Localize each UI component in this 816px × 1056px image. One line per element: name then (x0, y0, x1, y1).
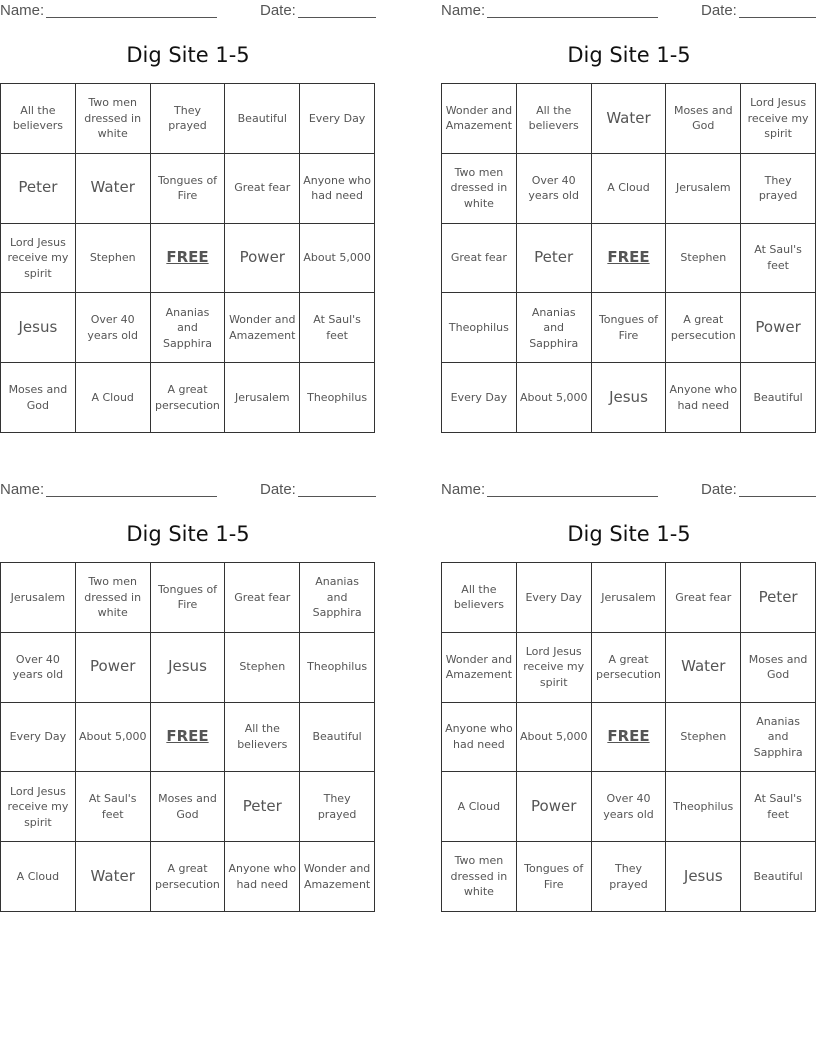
bingo-grid (441, 83, 816, 433)
bingo-cell[interactable]: All the believers (517, 84, 592, 154)
bingo-cell[interactable]: Power (225, 224, 300, 294)
card-title: Dig Site 1-5 (567, 43, 691, 67)
bingo-cell[interactable]: All the believers (442, 563, 517, 633)
name-field-line[interactable] (46, 17, 217, 18)
bingo-cell[interactable]: Lord Jesus receive my spirit (1, 224, 76, 294)
bingo-cell[interactable]: At Saul's feet (300, 293, 375, 363)
bingo-cell[interactable]: Tongues of Fire (151, 563, 226, 633)
bingo-cell[interactable]: Wonder and Amazement (442, 84, 517, 154)
bingo-cell[interactable]: Over 40 years old (517, 154, 592, 224)
bingo-cell[interactable]: Two men dressed in white (442, 154, 517, 224)
bingo-cell[interactable]: Tongues of Fire (592, 293, 667, 363)
card-title: Dig Site 1-5 (567, 522, 691, 546)
bingo-cell[interactable]: A great persecution (151, 842, 226, 912)
bingo-cell[interactable]: Every Day (1, 703, 76, 773)
bingo-cell[interactable]: A great persecution (666, 293, 741, 363)
bingo-grid (0, 83, 375, 433)
bingo-cell[interactable]: Over 40 years old (592, 772, 667, 842)
name-label: Name: (0, 2, 45, 19)
bingo-cell[interactable]: About 5,000 (300, 224, 375, 294)
bingo-cell[interactable]: Anyone who had need (300, 154, 375, 224)
card-header (441, 479, 816, 503)
name-field-line[interactable] (46, 496, 217, 497)
bingo-cell[interactable]: At Saul's feet (741, 224, 816, 294)
bingo-cell[interactable]: Theophilus (666, 772, 741, 842)
bingo-cell[interactable]: Beautiful (741, 842, 816, 912)
bingo-cell[interactable]: Water (666, 633, 741, 703)
date-field-line[interactable] (298, 17, 376, 18)
bingo-cell[interactable]: Lord Jesus receive my spirit (741, 84, 816, 154)
bingo-cell[interactable]: Water (76, 842, 151, 912)
bingo-cell[interactable]: Over 40 years old (1, 633, 76, 703)
bingo-cell[interactable]: Two men dressed in white (442, 842, 517, 912)
bingo-cell[interactable]: Beautiful (741, 363, 816, 433)
bingo-cell[interactable]: A great persecution (151, 363, 226, 433)
bingo-cell[interactable]: Stephen (76, 224, 151, 294)
bingo-cell[interactable]: Two men dressed in white (76, 84, 151, 154)
bingo-cell[interactable]: Anyone who had need (442, 703, 517, 773)
bingo-cell[interactable]: Great fear (442, 224, 517, 294)
bingo-cell[interactable]: Great fear (225, 154, 300, 224)
card-title: Dig Site 1-5 (126, 43, 250, 67)
bingo-cell[interactable]: All the believers (225, 703, 300, 773)
date-label: Date: (701, 481, 737, 498)
date-field-line[interactable] (739, 17, 816, 18)
bingo-cell[interactable]: At Saul's feet (76, 772, 151, 842)
bingo-cell[interactable]: Moses and God (1, 363, 76, 433)
free-space-cell[interactable]: FREE (592, 224, 667, 294)
bingo-cell[interactable]: Jesus (151, 633, 226, 703)
bingo-cell[interactable]: Ananias and Sapphira (151, 293, 226, 363)
bingo-cell[interactable]: About 5,000 (76, 703, 151, 773)
bingo-cell[interactable]: Theophilus (300, 633, 375, 703)
bingo-cell[interactable]: Wonder and Amazement (300, 842, 375, 912)
free-space-cell[interactable]: FREE (592, 703, 667, 773)
bingo-cell[interactable]: Moses and God (741, 633, 816, 703)
bingo-cell[interactable]: About 5,000 (517, 363, 592, 433)
bingo-cell[interactable]: Jerusalem (1, 563, 76, 633)
bingo-cell[interactable]: All the believers (1, 84, 76, 154)
date-label: Date: (260, 2, 296, 19)
bingo-cell[interactable]: Moses and God (666, 84, 741, 154)
bingo-cell[interactable]: Power (517, 772, 592, 842)
bingo-cell[interactable]: Peter (517, 224, 592, 294)
bingo-cell[interactable]: Great fear (666, 563, 741, 633)
bingo-cell[interactable]: Every Day (517, 563, 592, 633)
name-field-line[interactable] (487, 17, 658, 18)
name-label: Name: (441, 481, 486, 498)
bingo-card-1 (0, 0, 376, 440)
bingo-cell[interactable]: Jerusalem (592, 563, 667, 633)
bingo-cell[interactable]: A Cloud (592, 154, 667, 224)
bingo-cell[interactable]: Lord Jesus receive my spirit (1, 772, 76, 842)
bingo-cell[interactable]: Every Day (300, 84, 375, 154)
date-label: Date: (260, 481, 296, 498)
bingo-cell[interactable]: Jesus (666, 842, 741, 912)
bingo-cell[interactable]: Power (76, 633, 151, 703)
bingo-cell[interactable]: A Cloud (442, 772, 517, 842)
bingo-cell[interactable]: Tongues of Fire (517, 842, 592, 912)
date-label: Date: (701, 2, 737, 19)
bingo-card-2 (441, 0, 816, 440)
bingo-cell[interactable]: Ananias and Sapphira (300, 563, 375, 633)
bingo-cell[interactable]: Great fear (225, 563, 300, 633)
free-space-cell[interactable]: FREE (151, 224, 226, 294)
bingo-cell[interactable]: Wonder and Amazement (225, 293, 300, 363)
bingo-cell[interactable]: Every Day (442, 363, 517, 433)
bingo-grid (441, 562, 816, 912)
bingo-cell[interactable]: Wonder and Amazement (442, 633, 517, 703)
bingo-card-4 (441, 479, 816, 919)
bingo-cell[interactable]: Water (76, 154, 151, 224)
bingo-cell[interactable]: Power (741, 293, 816, 363)
bingo-cell[interactable]: At Saul's feet (741, 772, 816, 842)
bingo-cell[interactable]: Theophilus (442, 293, 517, 363)
bingo-cell[interactable]: Water (592, 84, 667, 154)
card-header (0, 479, 376, 503)
bingo-cell[interactable]: They prayed (741, 154, 816, 224)
date-field-line[interactable] (298, 496, 376, 497)
bingo-cell[interactable]: Tongues of Fire (151, 154, 226, 224)
card-header (0, 0, 376, 24)
bingo-cell[interactable]: About 5,000 (517, 703, 592, 773)
name-field-line[interactable] (487, 496, 658, 497)
bingo-cell[interactable]: A great persecution (592, 633, 667, 703)
bingo-cell[interactable]: Stephen (666, 703, 741, 773)
bingo-cell[interactable]: Ananias and Sapphira (741, 703, 816, 773)
bingo-cell[interactable]: Stephen (666, 224, 741, 294)
bingo-cell[interactable]: Anyone who had need (666, 363, 741, 433)
card-title: Dig Site 1-5 (126, 522, 250, 546)
name-label: Name: (0, 481, 45, 498)
bingo-cell[interactable]: Jerusalem (225, 363, 300, 433)
bingo-cell[interactable]: Anyone who had need (225, 842, 300, 912)
bingo-grid (0, 562, 375, 912)
bingo-card-3 (0, 479, 376, 919)
bingo-cell[interactable]: Theophilus (300, 363, 375, 433)
bingo-cell[interactable]: Jesus (1, 293, 76, 363)
bingo-cell[interactable]: Beautiful (300, 703, 375, 773)
bingo-cell[interactable]: They prayed (592, 842, 667, 912)
bingo-cell[interactable]: Peter (741, 563, 816, 633)
bingo-cell[interactable]: Peter (225, 772, 300, 842)
bingo-cell[interactable]: Ananias and Sapphira (517, 293, 592, 363)
bingo-cell[interactable]: They prayed (300, 772, 375, 842)
card-header (441, 0, 816, 24)
name-label: Name: (441, 2, 486, 19)
bingo-cell[interactable]: A Cloud (1, 842, 76, 912)
bingo-cell[interactable]: Jesus (592, 363, 667, 433)
bingo-cell[interactable]: A Cloud (76, 363, 151, 433)
date-field-line[interactable] (739, 496, 816, 497)
bingo-cell[interactable]: Over 40 years old (76, 293, 151, 363)
bingo-cell[interactable]: Moses and God (151, 772, 226, 842)
bingo-cell[interactable]: Beautiful (225, 84, 300, 154)
bingo-cell[interactable]: Stephen (225, 633, 300, 703)
bingo-cell[interactable]: Jerusalem (666, 154, 741, 224)
bingo-cell[interactable]: Peter (1, 154, 76, 224)
bingo-cell[interactable]: Two men dressed in white (76, 563, 151, 633)
bingo-cell[interactable]: Lord Jesus receive my spirit (517, 633, 592, 703)
free-space-cell[interactable]: FREE (151, 703, 226, 773)
bingo-cell[interactable]: They prayed (151, 84, 226, 154)
